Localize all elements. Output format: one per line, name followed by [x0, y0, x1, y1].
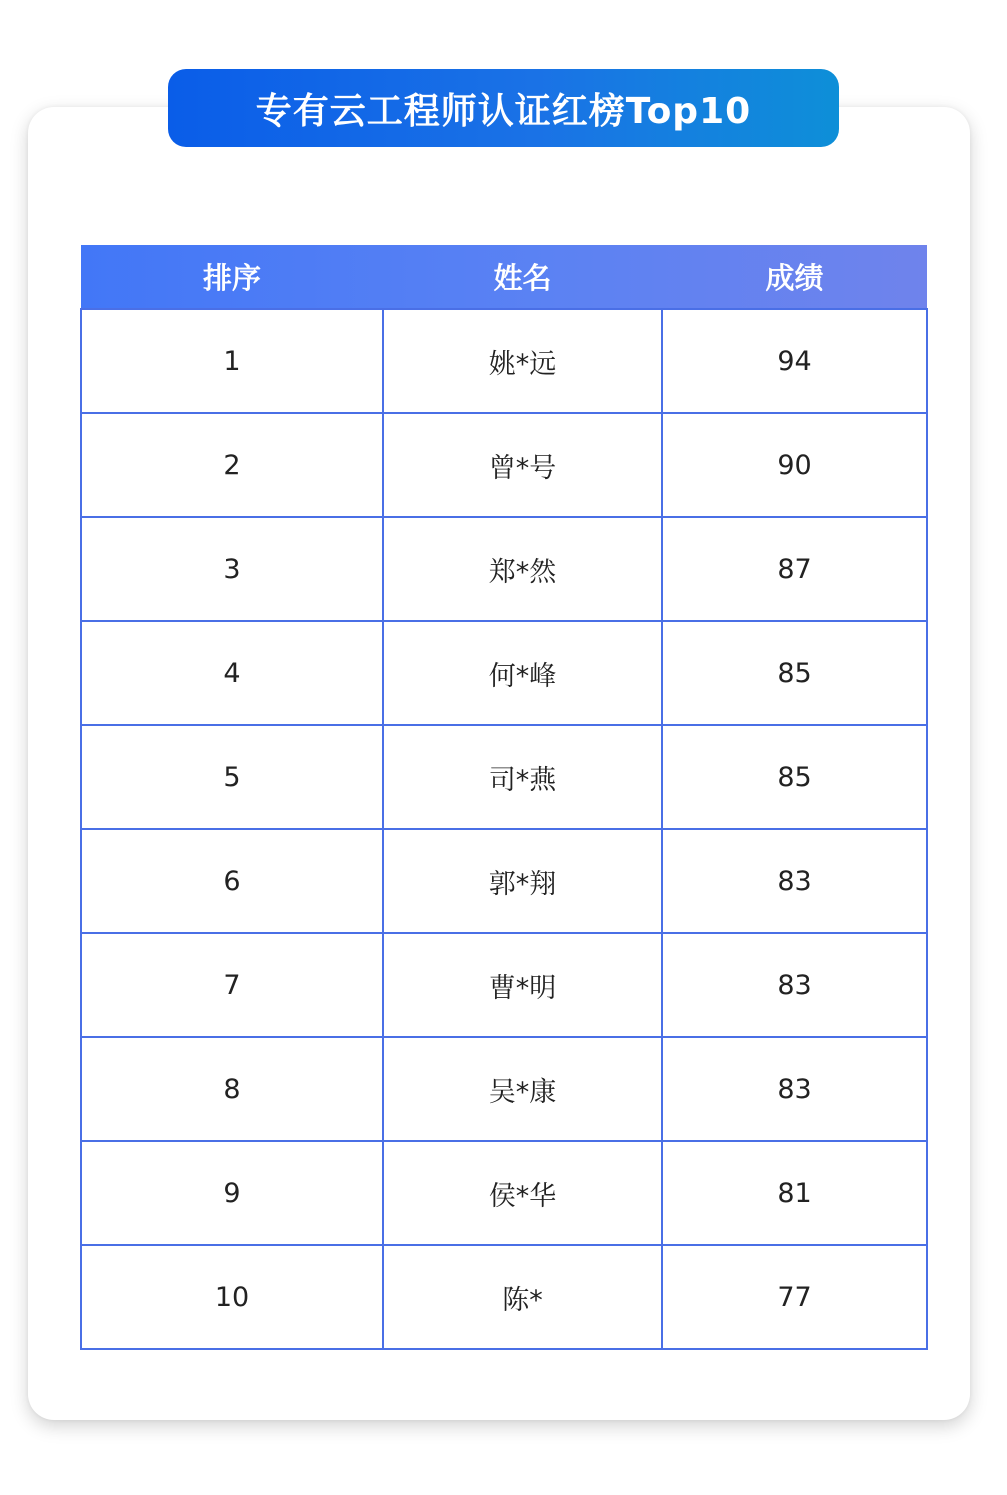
rank-cell: 10	[81, 1245, 383, 1349]
table-row	[81, 621, 927, 725]
rank-cell: 8	[81, 1037, 383, 1141]
table-row	[81, 1245, 927, 1349]
rank-cell: 1	[81, 309, 383, 413]
page-title: 专有云工程师认证红榜Top10	[168, 69, 839, 147]
rank-cell: 5	[81, 725, 383, 829]
table-row	[81, 413, 927, 517]
name-cell: 郭*翔	[383, 829, 662, 933]
name-cell: 姚*远	[383, 309, 662, 413]
rank-cell: 3	[81, 517, 383, 621]
score-cell: 83	[662, 1037, 927, 1141]
score-cell: 85	[662, 621, 927, 725]
header-rank: 排序	[202, 261, 261, 295]
rank-cell: 4	[81, 621, 383, 725]
table-row	[81, 829, 927, 933]
rank-cell: 6	[81, 829, 383, 933]
ranking-table	[80, 245, 928, 1350]
table-header-row	[81, 245, 927, 309]
name-cell: 司*燕	[383, 725, 662, 829]
score-cell: 90	[662, 413, 927, 517]
table-row	[81, 517, 927, 621]
name-cell: 曾*号	[383, 413, 662, 517]
table-row	[81, 309, 927, 413]
header-name: 姓名	[493, 261, 552, 295]
name-cell: 吴*康	[383, 1037, 662, 1141]
table-row	[81, 1037, 927, 1141]
rank-cell: 7	[81, 933, 383, 1037]
rank-cell: 2	[81, 413, 383, 517]
table-row	[81, 725, 927, 829]
table-row	[81, 933, 927, 1037]
name-cell: 陈*	[383, 1245, 662, 1349]
name-cell: 郑*然	[383, 517, 662, 621]
rank-cell: 9	[81, 1141, 383, 1245]
score-cell: 81	[662, 1141, 927, 1245]
score-cell: 83	[662, 829, 927, 933]
name-cell: 何*峰	[383, 621, 662, 725]
score-cell: 83	[662, 933, 927, 1037]
score-cell: 77	[662, 1245, 927, 1349]
score-cell: 94	[662, 309, 927, 413]
score-cell: 85	[662, 725, 927, 829]
score-cell: 87	[662, 517, 927, 621]
name-cell: 侯*华	[383, 1141, 662, 1245]
name-cell: 曹*明	[383, 933, 662, 1037]
table-row	[81, 1141, 927, 1245]
header-score: 成绩	[765, 261, 824, 295]
